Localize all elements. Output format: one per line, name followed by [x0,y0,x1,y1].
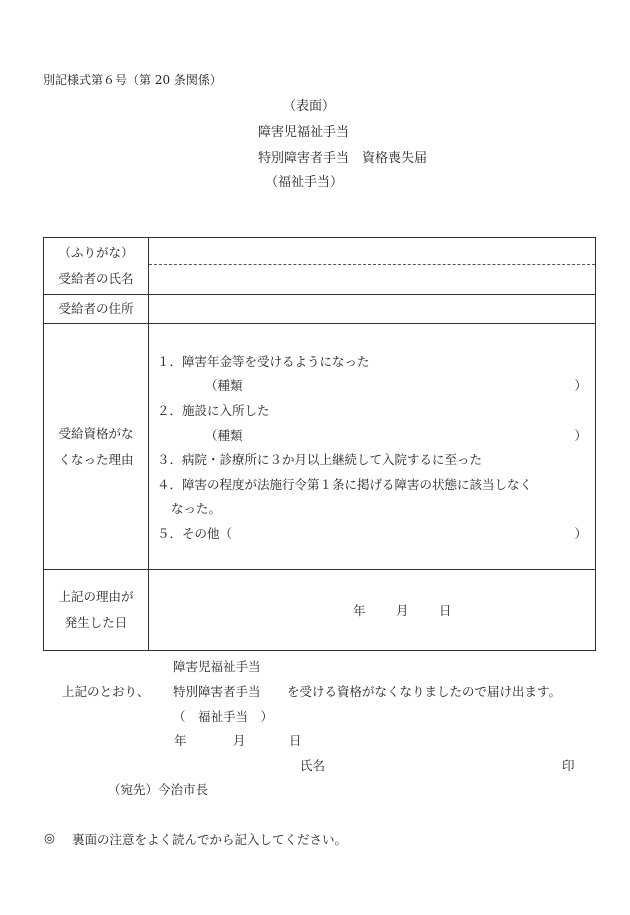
date-day-unit: 日 [439,603,452,618]
reason-item-2-type: （種類 [205,428,243,443]
title-line-1: 障害児福祉手当 [258,125,350,140]
note-text: 裏面の注意をよく読んでから記入してください。 [72,832,348,847]
date-units [149,570,595,650]
submit-day-unit: 日 [289,733,302,748]
date-label-line-2: 発生した日 [64,615,128,630]
reason-item-5-close: ） [574,526,587,541]
allowance-option-1: 障害児福祉手当 [173,659,261,674]
reason-item-1-close: ） [574,378,587,393]
addressee: （宛先）今治市長 [108,782,209,797]
name-label-cell [44,238,149,295]
reason-item-4-line-1: ４．障害の程度が法施行令第１条に掲げる障害の状態に該当しなく [157,477,533,492]
furigana-field[interactable] [149,238,595,265]
reason-item-1-type: （種類 [205,378,243,393]
reason-item-3: ３．病院・診療所に３か月以上継続して入院するに至った [157,452,483,467]
side-label: （表面） [283,99,336,114]
date-label-line-1: 上記の理由が [58,589,134,604]
allowance-option-2: 特別障害者手当 [173,684,261,699]
furigana-label: （ふりがな） [58,245,134,260]
address-label: 受給者の住所 [44,295,149,324]
reason-label-line-1: 受給資格がな [58,425,134,441]
name-input-area[interactable] [149,265,595,294]
submit-month-unit: 月 [233,733,246,748]
allowance-option-3: （ 福祉手当 ） [173,709,274,724]
reason-item-5: ５．その他（ [157,526,233,541]
title-line-2: 特別障害者手当 資格喪失届 [258,151,428,166]
reason-item-2: ２．施設に入所した [157,403,270,418]
name-field[interactable] [149,238,596,295]
reason-label-line-2: くなった理由 [58,451,134,467]
form-table [43,237,596,651]
declaration-prefix: 上記のとおり、 [62,684,150,699]
date-field[interactable] [149,570,596,651]
date-label-cell [44,570,149,651]
reason-label-cell [44,324,149,570]
declaration-suffix: を受ける資格がなくなりましたので届け出ます。 [287,684,562,699]
date-year-unit: 年 [353,603,366,618]
reason-item-4-line-2: なった。 [171,501,222,516]
name-label: 受給者の氏名 [58,271,134,286]
address-field[interactable] [149,295,596,324]
date-month-unit: 月 [396,603,409,618]
note-mark: ◎ [44,830,55,845]
reason-item-2-close: ） [574,428,587,443]
reason-list [149,324,595,569]
title-line-3: （福祉手当） [265,175,344,190]
form-number: 別記様式第６号（第 20 条関係） [43,73,222,87]
reason-field[interactable] [149,324,596,570]
seal-mark: 印 [562,758,575,773]
applicant-name-label: 氏名 [300,758,326,773]
reason-item-1: １．障害年金等を受けるようになった [157,354,370,369]
submit-year-unit: 年 [174,733,187,748]
